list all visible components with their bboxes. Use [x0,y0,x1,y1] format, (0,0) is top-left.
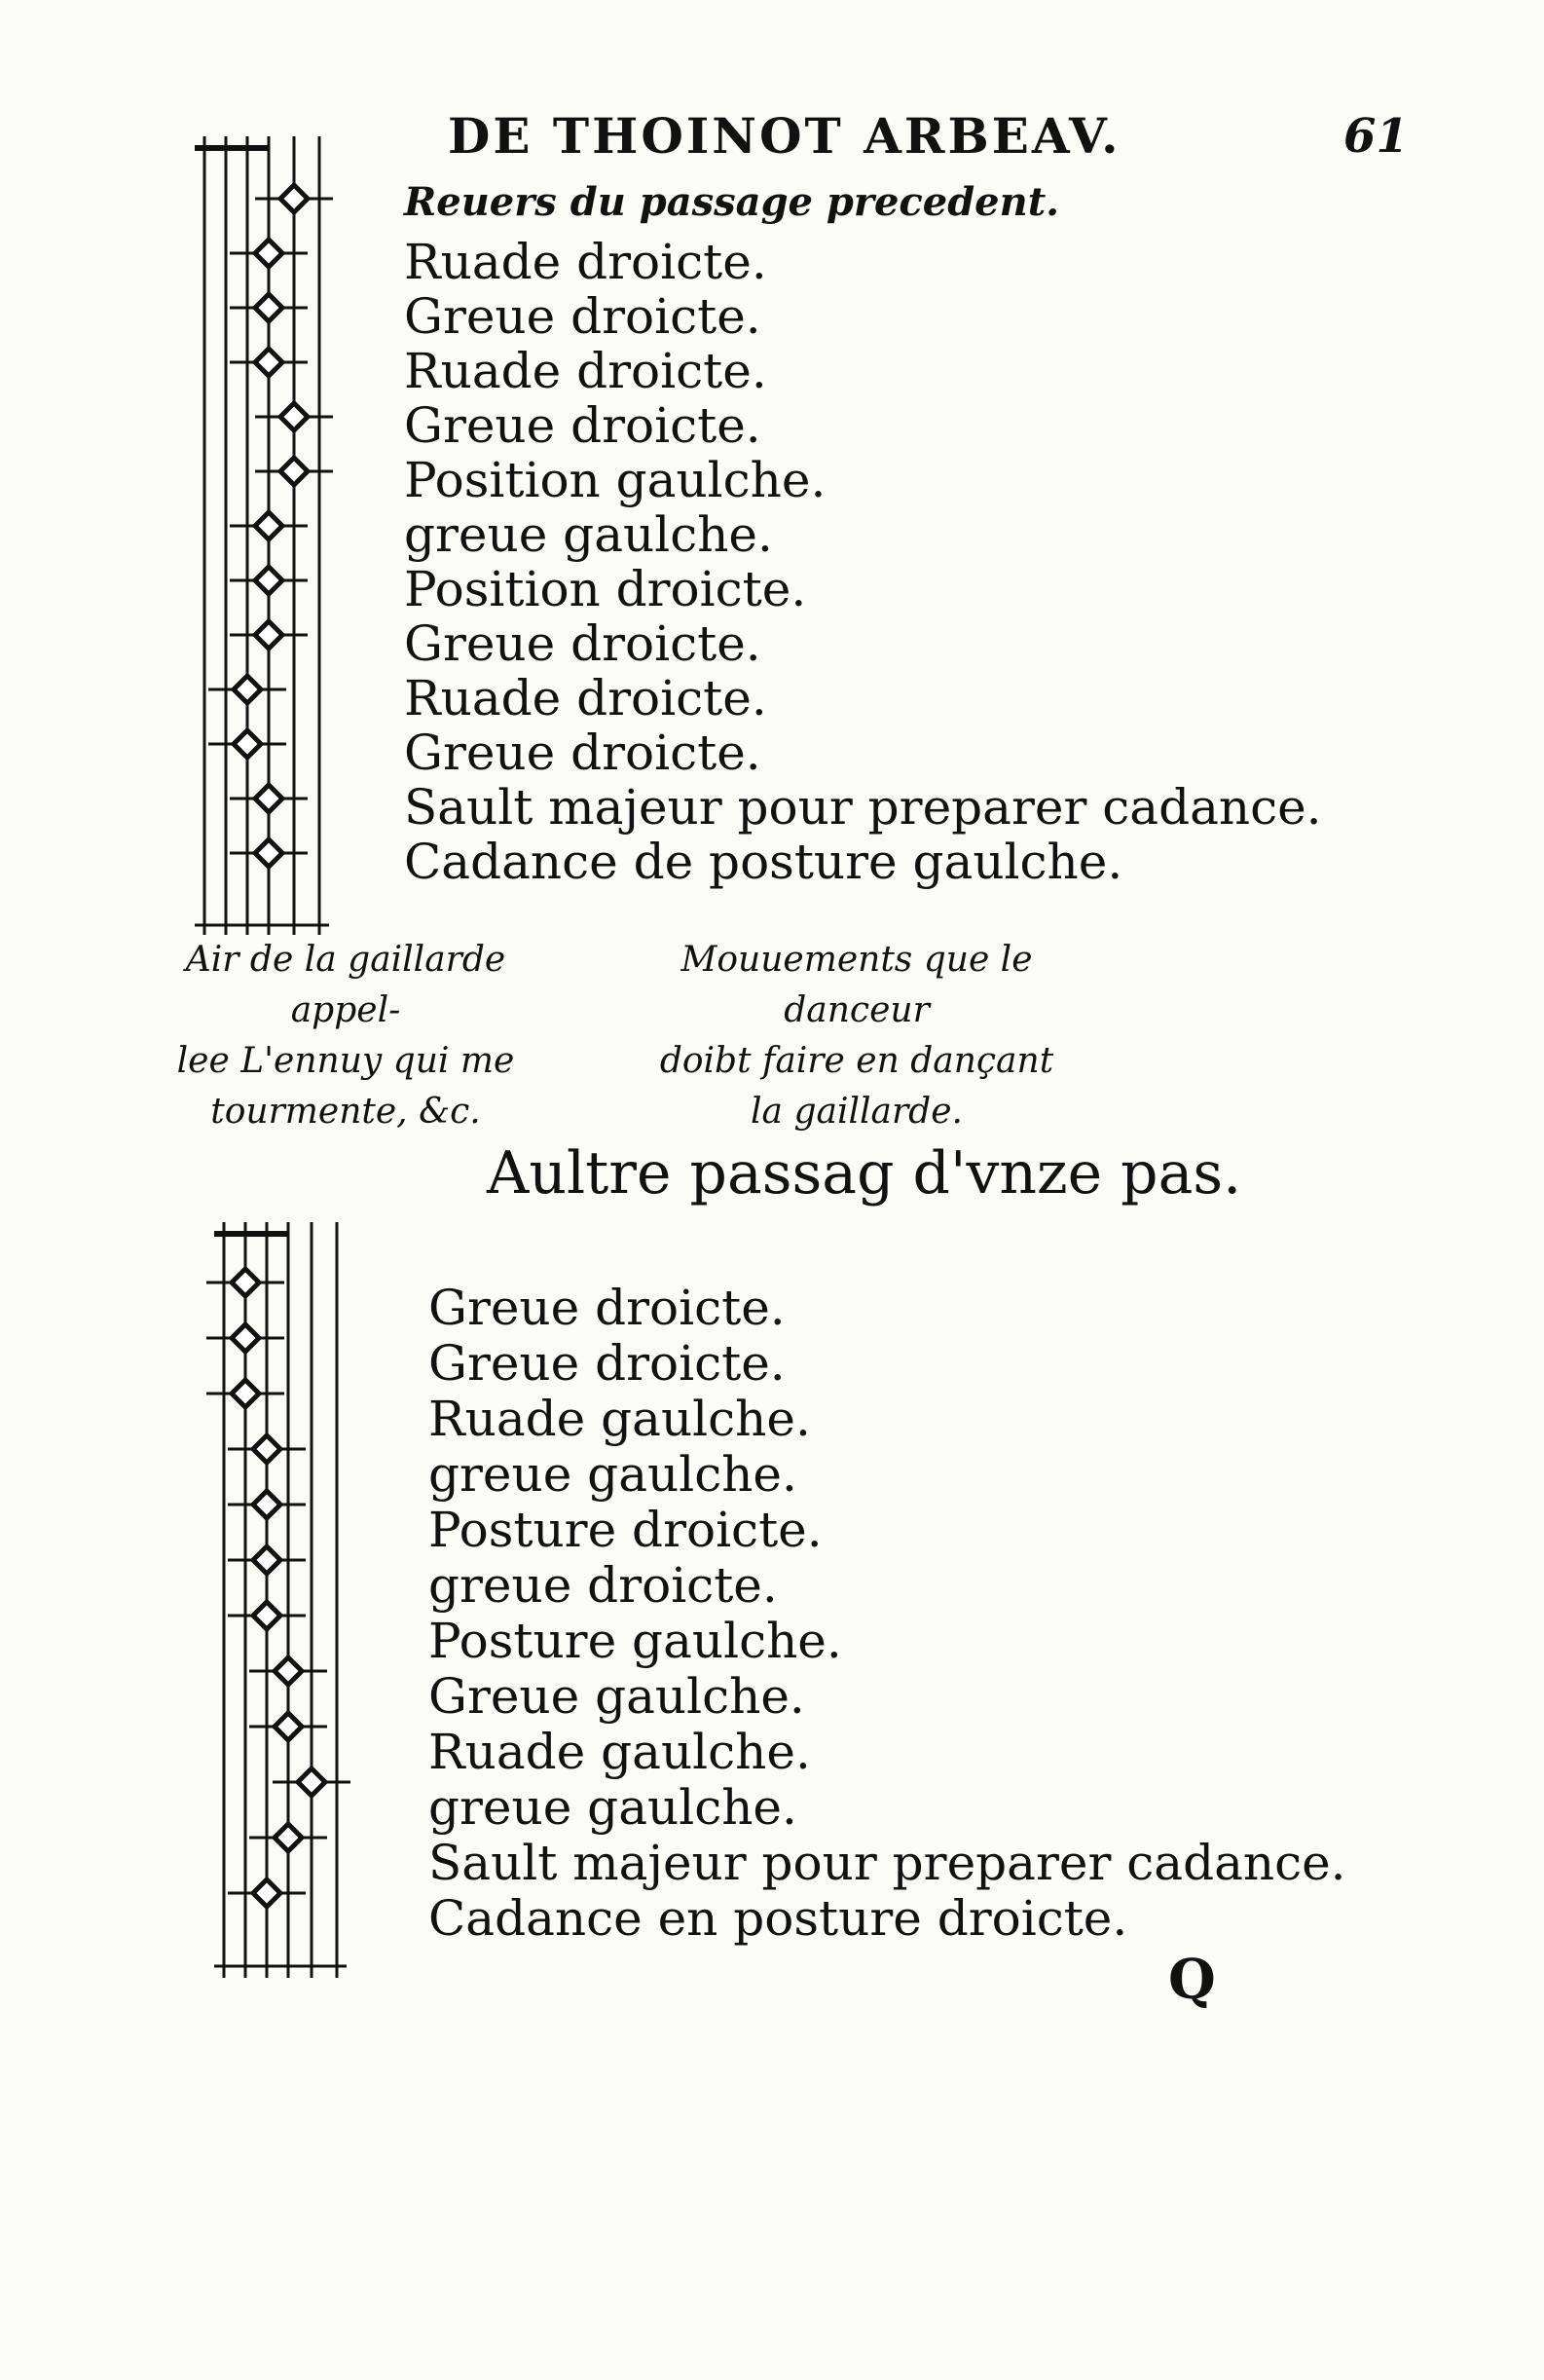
note-diamond [232,1269,259,1296]
music-notation-staff-2 [185,1212,380,1991]
list-item: Cadance de posture gaulche. [404,834,1123,890]
catchword: Q [1168,1948,1216,2012]
list-item: Ruade droicte. [404,343,767,399]
note-diamond [234,730,261,758]
list-item: Greue droicte. [404,397,761,454]
caption-line: Air de la gaillarde appel- [185,940,506,1030]
note-diamond [253,1491,280,1518]
list-item: Greue droicte. [404,288,761,345]
list-item: Ruade droicte. [404,234,767,290]
note-diamond [255,512,282,539]
note-diamond [298,1768,325,1796]
list-item: Greue droicte. [404,615,761,672]
note-diamond [255,240,282,267]
note-diamond [234,676,261,703]
list-item: Posture droicte. [428,1502,823,1558]
caption-line: la gaillarde. [751,1092,963,1132]
note-diamond [255,349,282,376]
list-item: Greue gaulche. [428,1668,805,1725]
note-diamond [232,1324,259,1352]
list-item: Greue droicte. [428,1280,786,1336]
music-notation-staff-1 [175,127,370,935]
note-diamond [253,1879,280,1907]
list-item: Reuers du passage precedent. [404,179,1060,225]
note-diamond [232,1380,259,1407]
list-item: greue gaulche. [428,1446,797,1503]
list-item: Sault majeur pour preparer cadance. [428,1835,1346,1891]
note-diamond [253,1435,280,1463]
note-diamond [255,785,282,812]
caption-line: tourmente, &c. [210,1092,481,1132]
note-diamond [255,621,282,649]
note-diamond [280,403,308,430]
list-item: Greue droicte. [404,725,761,781]
list-item: Ruade gaulche. [428,1724,811,1780]
staff-2-svg [185,1212,380,1991]
caption-line: Mouuements que le danceur [680,940,1033,1030]
note-diamond [275,1657,302,1685]
note-diamond [253,1546,280,1574]
list-item: Position gaulche. [404,452,827,508]
note-diamond [280,458,308,485]
list-item: Posture gaulche. [428,1613,842,1669]
note-diamond [253,1602,280,1629]
caption-mouvements [604,935,1110,1137]
page-number: 61 [1343,109,1409,164]
list-item: Cadance en posture droicte. [428,1890,1128,1947]
note-diamond [255,567,282,594]
list-item: greue gaulche. [428,1779,797,1836]
list-item: Position droicte. [404,561,807,617]
note-diamond [275,1824,302,1851]
section-heading: Aultre passag d'vnze pas. [487,1139,1242,1208]
caption-line: lee L'ennuy qui me [176,1041,515,1081]
caption-air [127,935,565,1137]
list-item: Greue droicte. [428,1335,786,1392]
list-item: Sault majeur pour preparer cadance. [404,779,1322,836]
caption-line: doibt faire en dançant [659,1041,1054,1081]
note-diamond [255,294,282,321]
note-diamond [280,185,308,212]
list-item: greue droicte. [428,1557,778,1614]
running-head: DE THOINOT ARBEAV. [448,107,1121,165]
list-item: Ruade gaulche. [428,1391,811,1447]
note-diamond [255,839,282,867]
list-item: Ruade droicte. [404,670,767,726]
note-diamond [275,1713,302,1740]
list-item: greue gaulche. [404,506,773,563]
staff-1-svg [175,127,370,935]
